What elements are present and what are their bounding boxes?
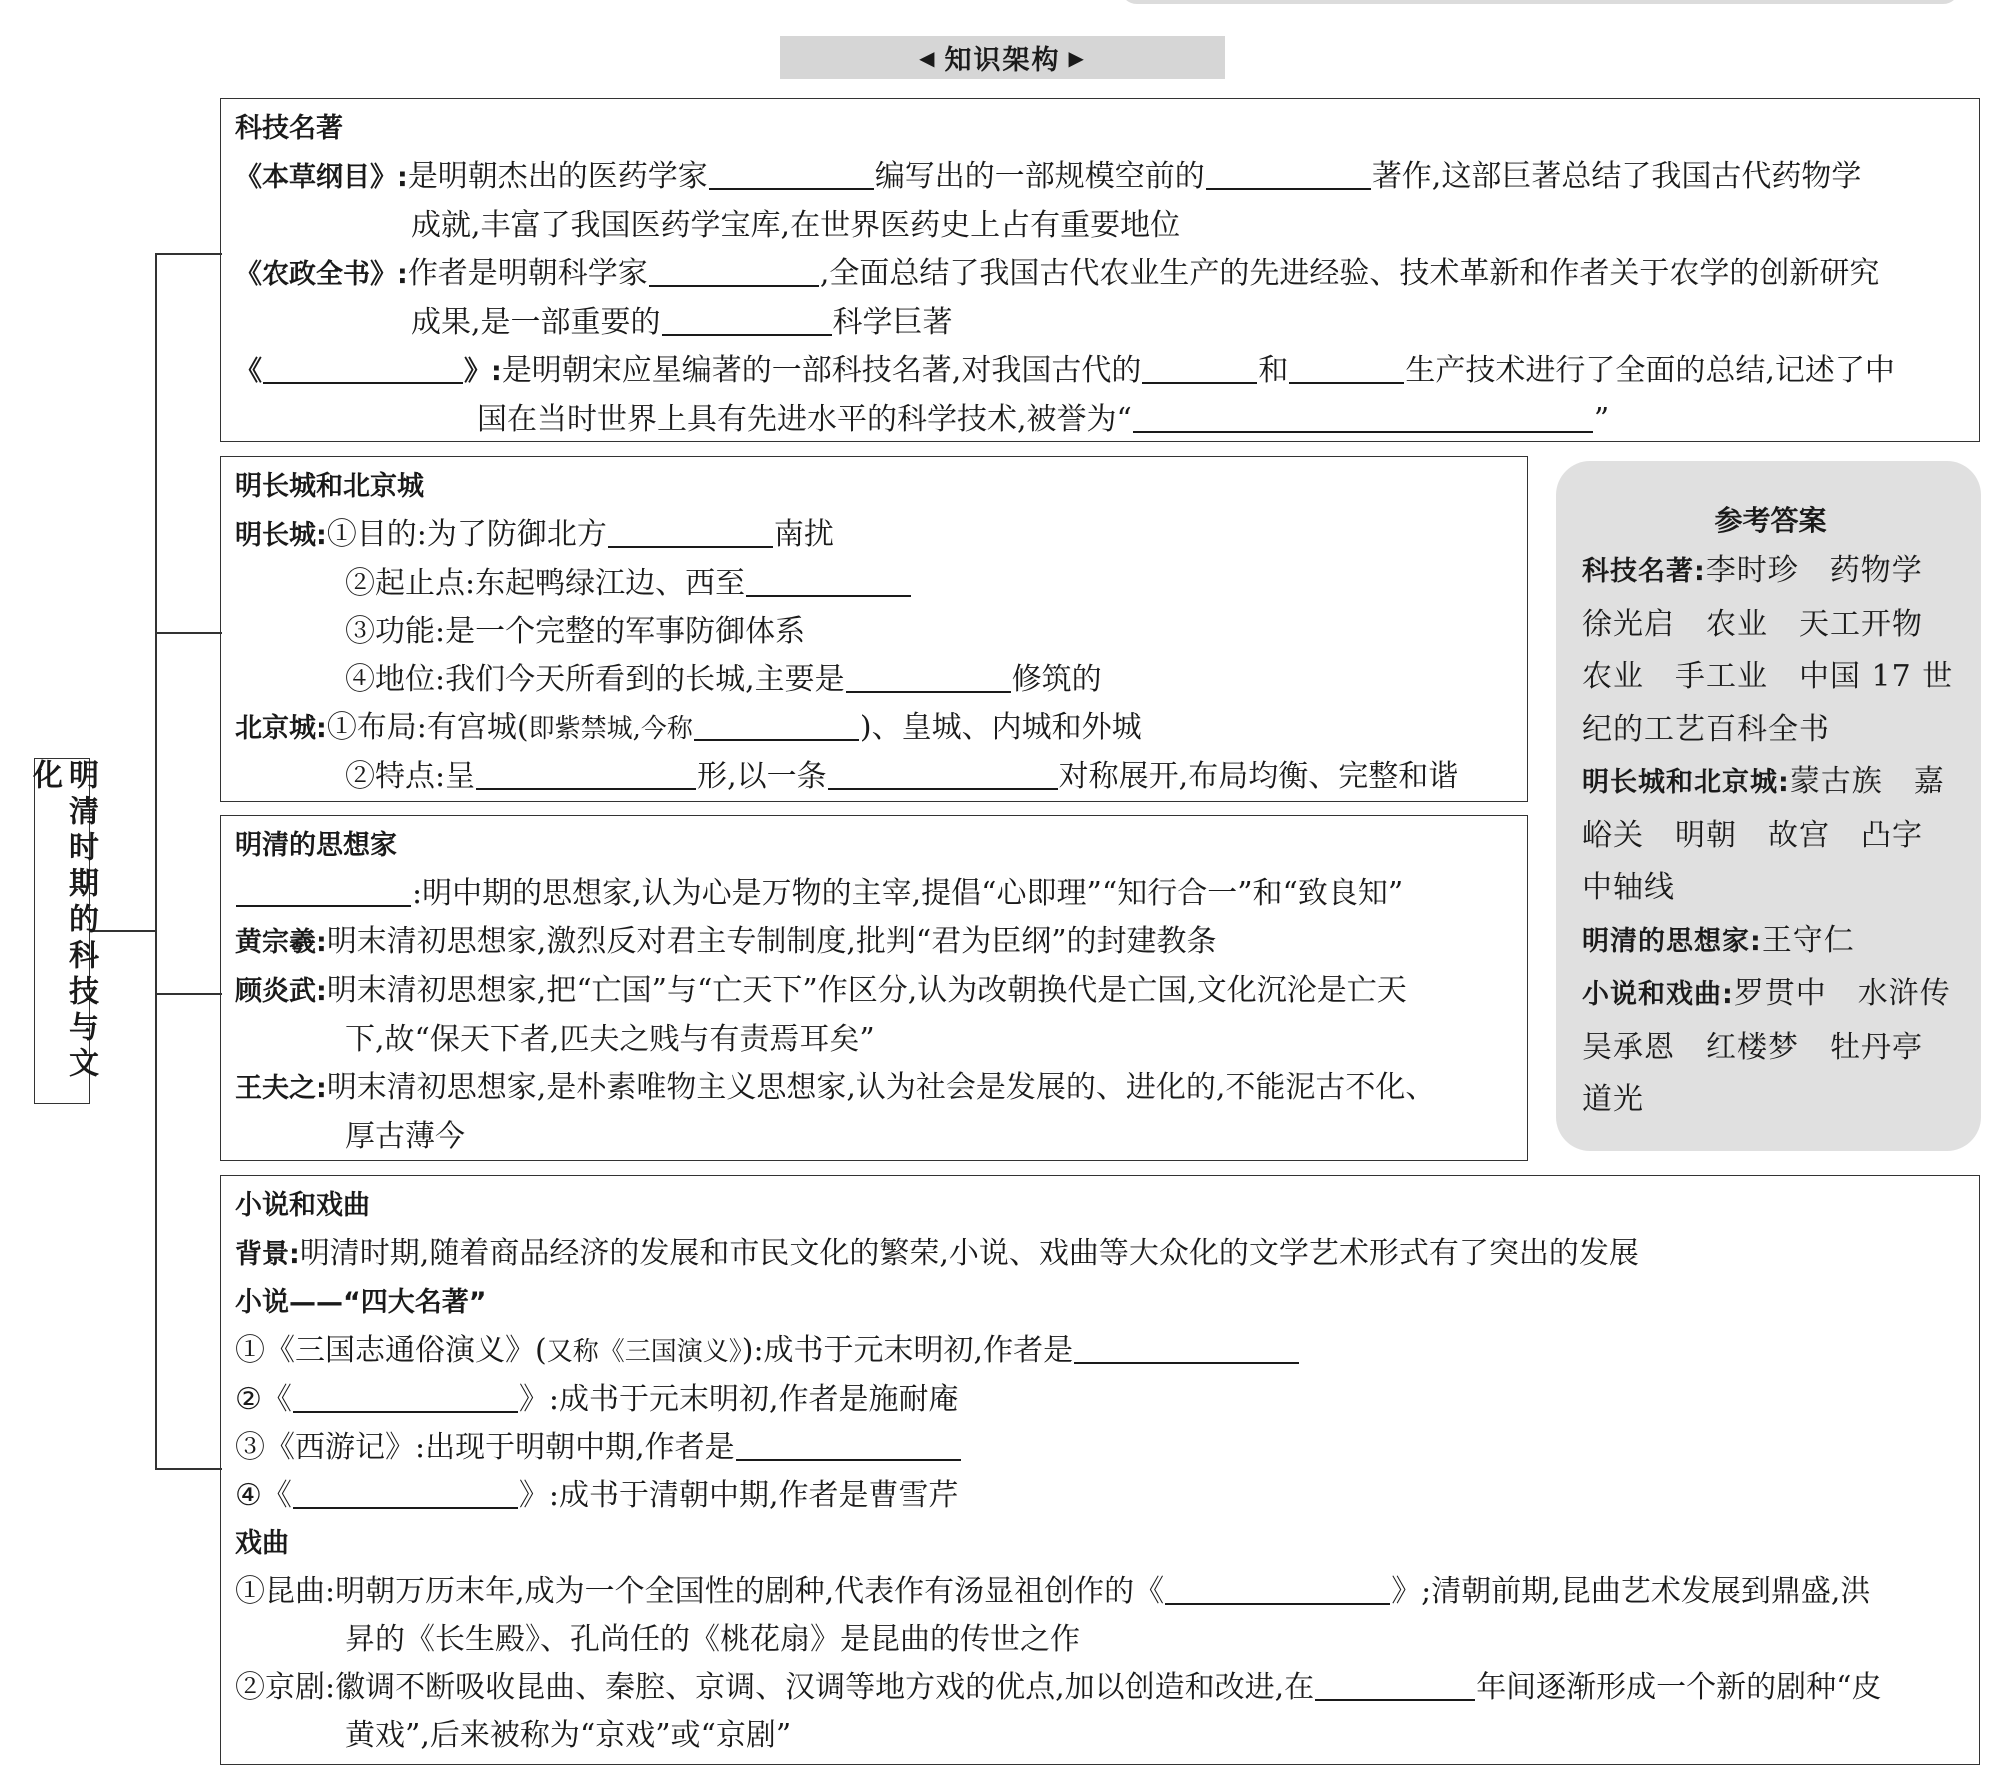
answer-key-item: 小说和戏曲:罗贯中 水浒传 吴承恩 红楼梦 牡丹亭 道光: [1582, 976, 1982, 1117]
text-line: ②京剧:徽调不断吸收昆曲、秦腔、京调、汉调等地方戏的优点,加以创造和改进,在 年间逐渐形成一个新的剧种“皮: [235, 1670, 1882, 1705]
section-heading: 明长城和北京城: [235, 471, 424, 502]
fill-blank: [1133, 401, 1593, 433]
tree-connector: [155, 1468, 222, 1470]
fill-blank: [236, 875, 411, 907]
left-triangle-icon: ◀: [919, 45, 937, 70]
text-line: 成就,丰富了我国医药学宝库,在世界医药史上占有重要地位: [411, 208, 1181, 243]
fill-blank: [662, 304, 832, 336]
section-great-wall-beijing: [220, 456, 1528, 802]
item-label: 王夫之:: [235, 1073, 327, 1104]
fill-blank: [649, 255, 819, 287]
text-line: 《 》:是明朝宋应星编著的一部科技名著,对我国古代的 和 生产技术进行了全面的总结,记述了中: [235, 353, 1895, 388]
tree-connector: [155, 993, 222, 995]
root-topic-label: [27, 758, 98, 1104]
text-line: 黄宗羲:明末清初思想家,激烈反对君主专制制度,批判“君为臣纲”的封建教条: [235, 924, 1217, 959]
answer-key-item: 明清的思想家:王守仁: [1582, 922, 1855, 958]
fill-blank: [736, 1429, 961, 1461]
text-line: 黄戏”,后来被称为“京戏”或“京剧”: [345, 1718, 792, 1753]
text-line: 北京城:①布局:有宫城(即紫禁城,今称 )、皇城、内城和外城: [235, 710, 1142, 745]
right-triangle-icon: ▶: [1068, 45, 1086, 70]
text-line: 下,故“保天下者,匹夫之贱与有责焉耳矣”: [345, 1022, 875, 1057]
text-line: ②《 》:成书于元末明初,作者是施耐庵: [235, 1382, 959, 1417]
section-novels-opera: [220, 1175, 1980, 1765]
fill-blank: [1206, 158, 1371, 190]
answer-key-panel: [1556, 461, 1981, 1151]
text-line: ③功能:是一个完整的军事防御体系: [345, 614, 806, 649]
subheading: 小说——“四大名著”: [235, 1287, 487, 1318]
text-line: ④《 》:成书于清朝中期,作者是曹雪芹: [235, 1478, 959, 1513]
fill-blank: [1315, 1669, 1475, 1701]
fill-blank: [1165, 1573, 1390, 1605]
text-line: ③《西游记》:出现于明朝中期,作者是: [235, 1424, 1967, 1472]
fill-blank: [694, 709, 859, 741]
text-line: :明中期的思想家,认为心是万物的主宰,提倡“心即理”“知行合一”和“致良知”: [235, 870, 1515, 918]
fill-blank: [828, 758, 1058, 790]
subheading: 戏曲: [235, 1528, 289, 1559]
item-label: 《本草纲目》:: [235, 162, 408, 193]
fill-blank: [608, 516, 773, 548]
text-line: 明长城:①目的:为了防御北方 南扰: [235, 517, 834, 552]
answer-key-item: 明长城和北京城:蒙古族 嘉峪关 明朝 故宫 凸字 中轴线: [1582, 764, 1954, 905]
text-line: 《农政全书》:作者是明朝科学家 ,全面总结了我国古代农业生产的先进经验、技术革新和作者关于农学的创新研究: [235, 256, 1880, 291]
fill-blank: [293, 1477, 518, 1509]
tree-connector: [155, 253, 222, 255]
fill-blank: [1074, 1332, 1299, 1364]
fill-blank: [263, 352, 463, 384]
text-line: ②起止点:东起鸭绿江边、西至: [235, 560, 1515, 608]
item-label: 明长城:: [235, 520, 327, 551]
text-line: 王夫之:明末清初思想家,是朴素唯物主义思想家,认为社会是发展的、进化的,不能泥古不化、: [235, 1070, 1436, 1105]
root-topic-text: 明清时期的科技与文化: [27, 759, 98, 1083]
text-line: ②特点:呈 形,以一条 对称展开,布局均衡、完整和谐: [345, 759, 1459, 794]
text-line: 背景:明清时期,随着商品经济的发展和市民文化的繁荣,小说、戏曲等大众化的文学艺术形式有了突出的发展: [235, 1236, 1639, 1271]
section-sci-tech-classics: [220, 98, 1980, 442]
text-line: ④地位:我们今天所看到的长城,主要是 修筑的: [345, 662, 1102, 697]
answer-key-heading: 参考答案: [1714, 504, 1827, 537]
item-label: 《农政全书》:: [235, 259, 408, 290]
fill-blank: [1289, 352, 1404, 384]
section-title-bar: [780, 36, 1225, 79]
section-thinkers: [220, 815, 1528, 1161]
tree-connector: [155, 632, 222, 634]
text-line: ①《三国志通俗演义》(又称《三国演义》):成书于元末明初,作者是: [235, 1327, 1967, 1376]
item-label: 背景:: [235, 1239, 300, 1270]
answer-key-item: 科技名著:李时珍 药物学 徐光启 农业 天工开物 农业 手工业 中国 17 世纪的工艺百科全书: [1582, 553, 1954, 747]
fill-blank: [746, 565, 911, 597]
text-line: 昇的《长生殿》、孔尚任的《桃花扇》是昆曲的传世之作: [345, 1622, 1080, 1657]
section-heading: 科技名著: [235, 113, 343, 144]
text-line: 《本草纲目》:是明朝杰出的医药学家 编写出的一部规模空前的 著作,这部巨著总结了我国古代药物学: [235, 159, 1862, 194]
text-line: 顾炎武:明末清初思想家,把“亡国”与“亡天下”作区分,认为改朝换代是亡国,文化沉沦是亡天: [235, 973, 1407, 1008]
text-line: ①昆曲:明朝万历末年,成为一个全国性的剧种,代表作有汤显祖创作的《 》;清朝前期,昆曲艺术发展到鼎盛,洪: [235, 1574, 1871, 1609]
text-line: 成果,是一部重要的 科学巨著: [411, 305, 953, 340]
top-decor-bar: [1120, 0, 1960, 4]
fill-blank: [846, 661, 1011, 693]
section-heading: 小说和戏曲: [235, 1190, 370, 1221]
fill-blank: [293, 1381, 518, 1413]
fill-blank: [476, 758, 696, 790]
section-title: 知识架构: [944, 45, 1061, 76]
text-line: 国在当时世界上具有先进水平的科学技术,被誉为“ ”: [477, 402, 1610, 437]
item-label: 顾炎武:: [235, 976, 327, 1007]
fill-blank: [709, 158, 874, 190]
fill-blank: [1142, 352, 1257, 384]
tree-connector: [155, 253, 157, 1469]
item-label: 北京城:: [235, 713, 327, 744]
item-label: 黄宗羲:: [235, 927, 327, 958]
tree-connector: [90, 930, 156, 932]
text-line: 厚古薄今: [345, 1119, 465, 1154]
section-heading: 明清的思想家: [235, 830, 397, 861]
